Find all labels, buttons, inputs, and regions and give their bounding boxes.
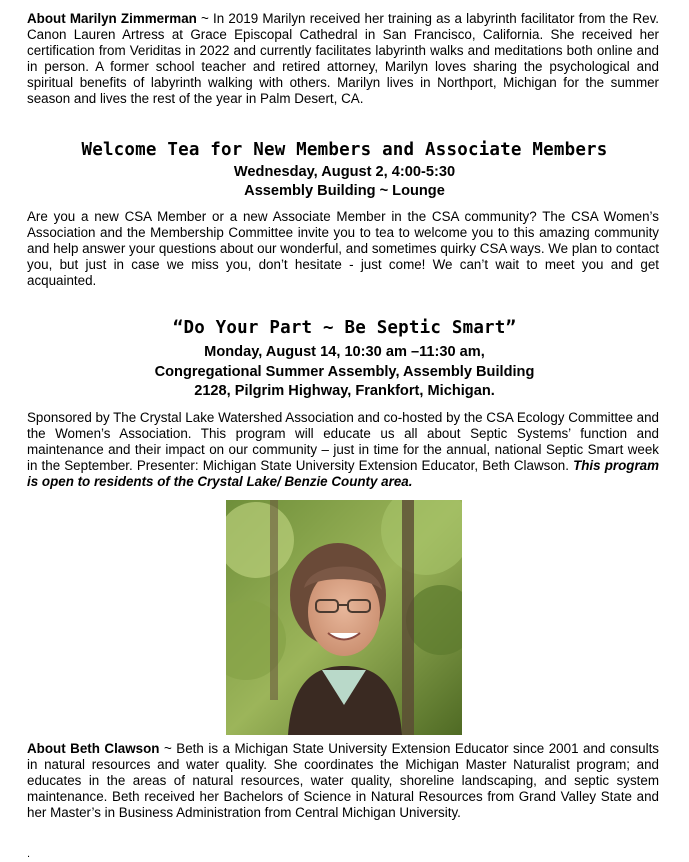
septic-emphasis: This program is open to residents of the Crystal Lake/ Benzie County area. bbox=[27, 458, 660, 489]
septic-venue: Congregational Summer Assembly, Assembly Building bbox=[154, 364, 535, 380]
septic-title: “Do Your Part ~ Be Septic Smart” bbox=[172, 318, 517, 338]
welcome-tea-title: Welcome Tea for New Members and Associate Members bbox=[81, 140, 608, 160]
welcome-tea-location: Assembly Building ~ Lounge bbox=[244, 183, 445, 199]
marilyn-bio-name: About Marilyn Zimmerman bbox=[27, 11, 197, 26]
septic-body-text: Sponsored by The Crystal Lake Watershed Association and co-hosted by the CSA Ecology Committee and the Women’s Association. This program will educate us all about Septic Systems’ function and maintenance and their impact on our community – just in time for the annual, national Septic Smart week in the September. Presenter: Michigan State University Extension Educator, Beth Clawson. bbox=[27, 410, 659, 473]
septic-body bbox=[27, 410, 659, 490]
welcome-tea-body: Are you a new CSA Member or a new Associate Member in the CSA community? The CSA Women’s Association and the Membership Committee invite you to tea to welcome you to this amazing community and help answer your questions about our wonderful, and sometimes quirky CSA ways. We plan to contact you, but just in case we miss you, don’t hesitate - just come! We can’t wait to meet you and get acquainted. bbox=[27, 209, 659, 288]
beth-bio-text: ~ Beth is a Michigan State University Extension Educator since 2001 and consults in natural resources and water quality. She coordinates the Michigan Master Naturalist program; and educates in the areas of natural resources, water quality, shoreline landscaping, and septic system maintenance. Beth received her Bachelors of Science in Natural Resources from Grand Valley State and her Master’s in Business Administration from Central Michigan University. bbox=[27, 741, 659, 820]
welcome-tea-date: Wednesday, August 2, 4:00-5:30 bbox=[233, 164, 456, 180]
trailing-mark: . bbox=[27, 848, 31, 860]
presenter-photo bbox=[226, 500, 462, 735]
marilyn-bio bbox=[27, 11, 659, 107]
septic-date: Monday, August 14, 10:30 am –11:30 am, bbox=[204, 344, 485, 360]
marilyn-bio-text: ~ In 2019 Marilyn received her training as a labyrinth facilitator from the Rev. Canon Lauren Artress at Grace Episcopal Cathedral in San Francisco, California. She received her certification from Veriditas in 2022 and currently facilitates labyrinth walks and meditations both online and in person. A former school teacher and retired attorney, Marilyn loves sharing the psychological and spiritual benefits of labyrinth walking with others. Marilyn lives in Northport, Michigan for the summer season and lives the rest of the year in Palm Desert, CA. bbox=[27, 11, 659, 106]
septic-address: 2128, Pilgrim Highway, Frankfort, Michigan. bbox=[194, 383, 495, 399]
beth-bio bbox=[27, 741, 659, 821]
beth-bio-name: About Beth Clawson bbox=[27, 741, 160, 756]
